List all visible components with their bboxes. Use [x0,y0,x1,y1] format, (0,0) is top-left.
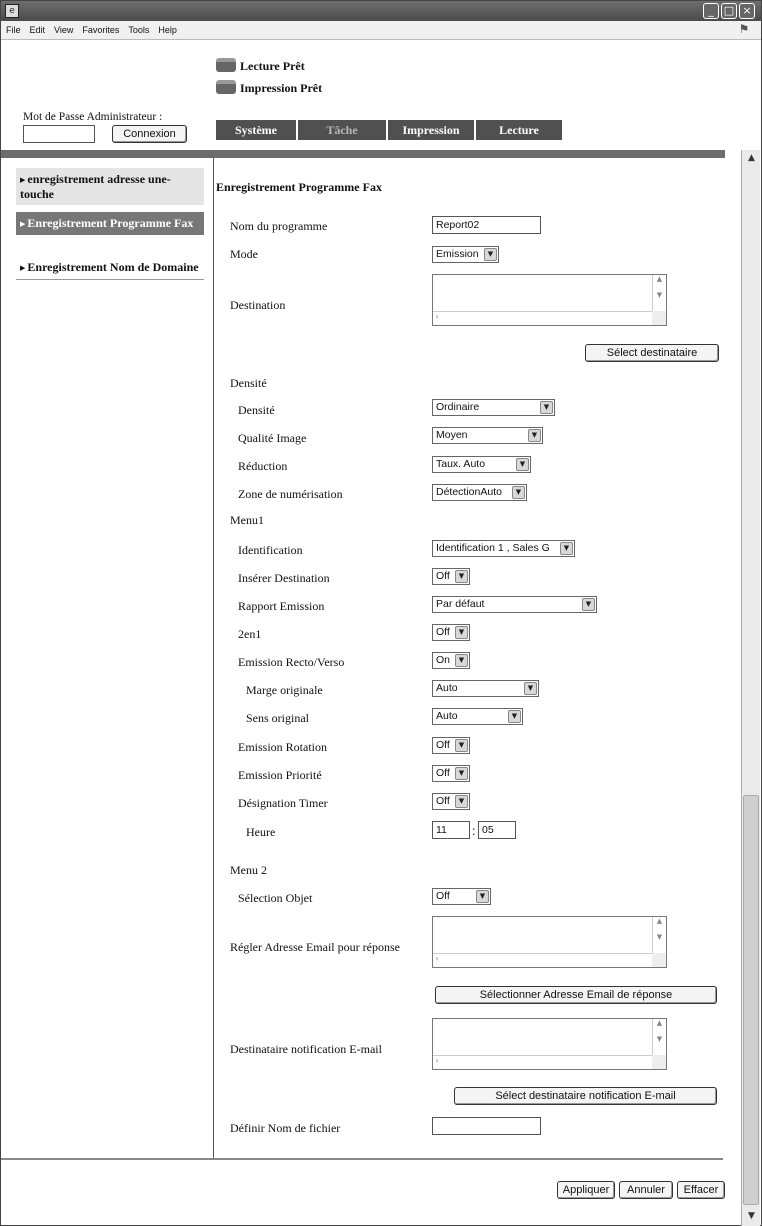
chevron-down-icon: ▼ [582,598,595,611]
browser-icon: e [5,4,19,18]
sens-original-select[interactable] [432,708,523,725]
title-bar [1,1,761,21]
recto-verso-label: Emission Recto/Verso [238,655,345,669]
menu-favorites[interactable]: Favorites [82,25,120,35]
zone-numerisation-select[interactable] [432,484,527,501]
menu-bar [1,21,761,40]
windows-flag-icon: ⚑ [738,22,750,36]
emission-rotation-value: Off [436,739,450,751]
scroll-corner [652,953,666,967]
identification-value: Identification 1 , Sales G [436,542,550,554]
mode-select[interactable] [432,246,499,263]
maximize-icon[interactable]: □ [721,3,737,19]
menu-edit[interactable]: Edit [29,25,46,35]
marge-originale-value: Auto [436,682,458,694]
reduction-value: Taux. Auto [436,458,486,470]
destination-label: Destination [230,298,286,312]
selection-objet-value: Off [436,890,450,902]
chevron-down-icon: ▼ [508,710,521,723]
selection-objet-select[interactable] [432,888,491,905]
nom-fichier-input[interactable] [432,1117,541,1135]
menu2-section-label: Menu 2 [230,863,267,877]
rapport-emission-label: Rapport Emission [238,599,325,613]
sens-original-label: Sens original [246,711,309,725]
printer-status [216,80,322,96]
emission-rotation-select[interactable] [432,737,470,754]
printer-icon [216,80,236,94]
sidebar-item-programme-fax[interactable] [16,212,204,235]
menu1-section-label: Menu1 [230,513,264,527]
tab-lecture[interactable]: Lecture [476,120,562,140]
clear-button[interactable]: Effacer [677,1181,725,1199]
identification-select[interactable] [432,540,575,557]
densite-section-label: Densité [230,376,267,390]
designation-timer-select[interactable] [432,793,470,810]
email-reponse-textarea[interactable] [432,916,667,968]
scroll-corner [652,311,666,325]
notification-email-textarea[interactable] [432,1018,667,1070]
heure-hour-input[interactable]: 11 [432,821,470,839]
recto-verso-select[interactable] [432,652,470,669]
login-button[interactable]: Connexion [112,125,187,143]
menu-view[interactable]: View [54,25,74,35]
zone-numerisation-label: Zone de numérisation [238,487,343,501]
tab-tache[interactable]: Tâche [298,120,386,140]
emission-priorite-value: Off [436,767,450,779]
sidebar-item-label: Enregistrement Nom de Domaine [27,260,199,274]
qualite-image-select[interactable] [432,427,543,444]
vertical-scrollbar[interactable]: ▲ ▼ [652,1019,666,1055]
destination-textarea[interactable] [432,274,667,326]
chevron-down-icon: ▼ [524,682,537,695]
sidebar-item-label: enregistrement adresse une-touche [20,172,171,201]
admin-password-label: Mot de Passe Administrateur : [23,111,163,123]
chevron-down-icon: ▼ [455,795,468,808]
printer-status-text: Impression Prêt [240,81,323,95]
designation-timer-label: Désignation Timer [238,796,328,810]
densite-value: Ordinaire [436,401,480,413]
chevron-down-icon: ▼ [455,570,468,583]
mode-label: Mode [230,247,258,261]
header-divider [1,150,725,158]
chevron-down-icon: ▼ [528,429,541,442]
heure-separator: : [472,824,476,838]
emission-rotation-label: Emission Rotation [238,740,328,754]
tab-impression[interactable]: Impression [388,120,474,140]
footer-divider [1,1158,723,1160]
chevron-down-icon: ▼ [455,739,468,752]
marge-originale-select[interactable] [432,680,539,697]
chevron-down-icon: ▼ [484,248,497,261]
tab-systeme[interactable]: Système [216,120,296,140]
email-reponse-label: Régler Adresse Email pour réponse [230,940,400,954]
qualite-image-label: Qualité Image [238,431,307,445]
emission-priorite-label: Emission Priorité [238,768,322,782]
chevron-down-icon: ▼ [476,890,489,903]
chevron-down-icon: ▼ [516,458,529,471]
inserer-destination-value: Off [436,570,450,582]
menu-file[interactable]: File [6,25,21,35]
nom-programme-input[interactable]: Report02 [432,216,541,234]
inserer-destination-select[interactable] [432,568,470,585]
nom-fichier-label: Définir Nom de fichier [230,1121,341,1135]
chevron-down-icon: ▼ [560,542,573,555]
sens-original-value: Auto [436,710,458,722]
close-icon[interactable]: × [739,3,755,19]
scroll-corner [652,1055,666,1069]
minimize-icon[interactable]: _ [703,3,719,19]
scroll-thumb[interactable] [743,795,759,1205]
scroll-up-icon[interactable]: ▲ [748,153,755,163]
admin-password-input[interactable] [23,125,95,143]
sidebar [1,158,214,1158]
horizontal-scrollbar[interactable]: ‹ [433,953,653,967]
arrow-right-icon: ▶ [20,176,26,184]
arrow-right-icon: ▶ [20,264,26,272]
densite-label: Densité [238,403,275,417]
sidebar-item-nom-de-domaine[interactable] [16,256,204,280]
select-email-reponse-button[interactable]: Sélectionner Adresse Email de réponse [435,986,717,1004]
page-scrollbar[interactable] [741,150,760,1226]
reduction-select[interactable] [432,456,531,473]
scanner-icon [216,58,236,72]
chevron-down-icon: ▼ [512,486,525,499]
zone-numerisation-value: DétectionAuto [436,486,502,498]
select-destinataire-button[interactable]: Sélect destinataire [585,344,719,362]
vertical-scrollbar[interactable]: ▲ ▼ [652,275,666,311]
recto-verso-value: On [436,654,451,666]
marge-originale-label: Marge originale [246,683,323,697]
2en1-label: 2en1 [238,627,262,641]
scroll-down-icon[interactable]: ▼ [748,1211,755,1221]
apply-button[interactable]: Appliquer [557,1181,615,1199]
arrow-right-icon: ▶ [20,220,26,228]
selection-objet-label: Sélection Objet [238,891,313,905]
heure-label: Heure [246,825,276,839]
notification-email-label: Destinataire notification E-mail [230,1042,382,1056]
chevron-down-icon: ▼ [455,654,468,667]
horizontal-scrollbar[interactable]: ‹ [433,311,653,325]
menu-tools[interactable]: Tools [128,25,150,35]
chevron-down-icon: ▼ [455,767,468,780]
chevron-down-icon: ▼ [455,626,468,639]
designation-timer-value: Off [436,795,450,807]
densite-select[interactable] [432,399,555,416]
emission-priorite-select[interactable] [432,765,470,782]
scanner-status [216,58,305,74]
sidebar-item-label: Enregistrement Programme Fax [27,216,194,230]
horizontal-scrollbar[interactable]: ‹ [433,1055,653,1069]
rapport-emission-value: Par défaut [436,598,485,610]
mode-value: Emission [436,248,479,260]
menu-help[interactable]: Help [158,25,177,35]
2en1-select[interactable] [432,624,470,641]
qualite-image-value: Moyen [436,429,468,441]
vertical-scrollbar[interactable]: ▲ ▼ [652,917,666,953]
sidebar-item-adresse-une-touche[interactable] [16,168,204,205]
reduction-label: Réduction [238,459,288,473]
nom-programme-label: Nom du programme [230,219,328,233]
cancel-button[interactable]: Annuler [619,1181,673,1199]
chevron-down-icon: ▼ [540,401,553,414]
select-notification-email-button[interactable]: Sélect destinataire notification E-mail [454,1087,717,1105]
inserer-destination-label: Insérer Destination [238,571,330,585]
heure-minute-input[interactable]: 05 [478,821,516,839]
rapport-emission-select[interactable] [432,596,597,613]
identification-label: Identification [238,543,303,557]
scanner-status-text: Lecture Prêt [240,59,305,73]
2en1-value: Off [436,626,450,638]
page-title: Enregistrement Programme Fax [216,180,382,194]
